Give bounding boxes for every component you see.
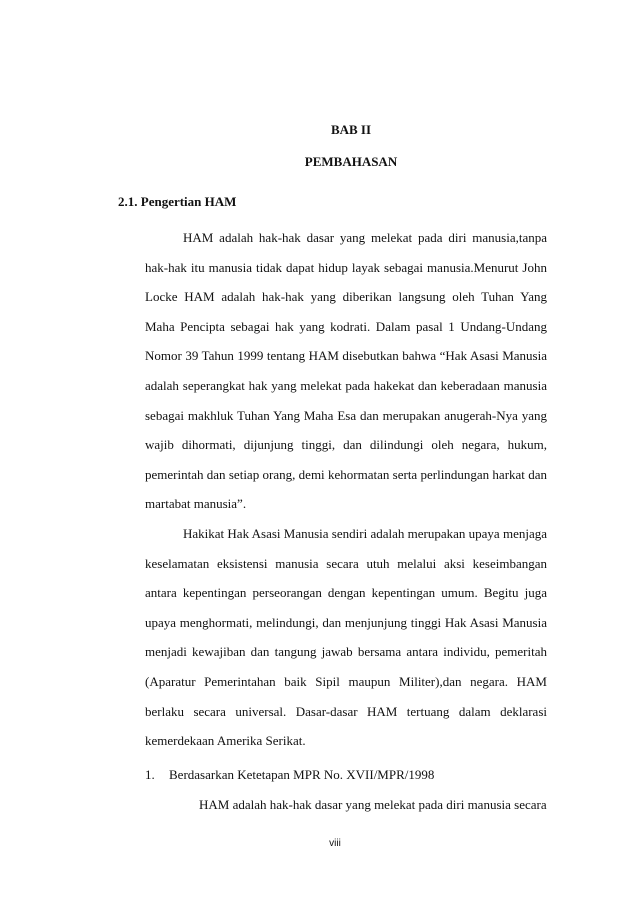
paragraph: HAM adalah hak-hak dasar yang melekat pada diri manusia,tanpa hak-hak itu manusia tidak dapat hidup layak sebagai manusia.Menurut John Locke HAM adalah hak-hak yang diberikan langsung oleh Tuhan Yang Maha Pencipta sebagai hak yang kodrati. Dalam pasal 1 Undang-Undang Nomor 39 Tahun 1999 tentang HAM disebutkan bahwa “Hak Asasi Manusia adalah seperangkat hak yang melekat pada hakekat dan keberadaan manusia sebagai makhluk Tuhan Yang Maha Esa dan merupakan anugerah-Nya yang wajib dihormati, dijunjung tinggi, dan dilindungi oleh negara, hukum, pemerintah dan setiap orang, demi kehormatan serta perlindungan harkat dan martabat manusia”.: [145, 230, 547, 512]
list-item-text: Berdasarkan Ketetapan MPR No. XVII/MPR/1998: [169, 767, 435, 782]
section-heading: 2.1. Pengertian HAM: [118, 194, 237, 209]
chapter-number: BAB II: [330, 122, 372, 137]
page-number: viii: [329, 838, 341, 849]
section-body: [145, 223, 547, 756]
paragraph: Hakikat Hak Asasi Manusia sendiri adalah merupakan upaya menjaga keselamatan eksistensi manusia secara utuh melalui aksi keseimbangan antara kepentingan perseorangan dengan kepentingan umum. Begitu juga upaya menghormati, melindungi, dan menjunjung tinggi Hak Asasi Manusia menjadi kewajiban dan tangung jawab bersama antara individu, pemeritah (Aparatur Pemerintahan baik Sipil maupun Militer),dan negara. HAM berlaku secara universal. Dasar-dasar HAM tertuang dalam deklarasi kemerdekaan Amerika Serikat.: [145, 525, 547, 749]
list-item-continuation: HAM adalah hak-hak dasar yang melekat pada diri manusia secara: [199, 797, 547, 812]
list-item-number: 1.: [145, 767, 155, 782]
list-item: [145, 767, 434, 783]
chapter-title: PEMBAHASAN: [304, 154, 398, 169]
